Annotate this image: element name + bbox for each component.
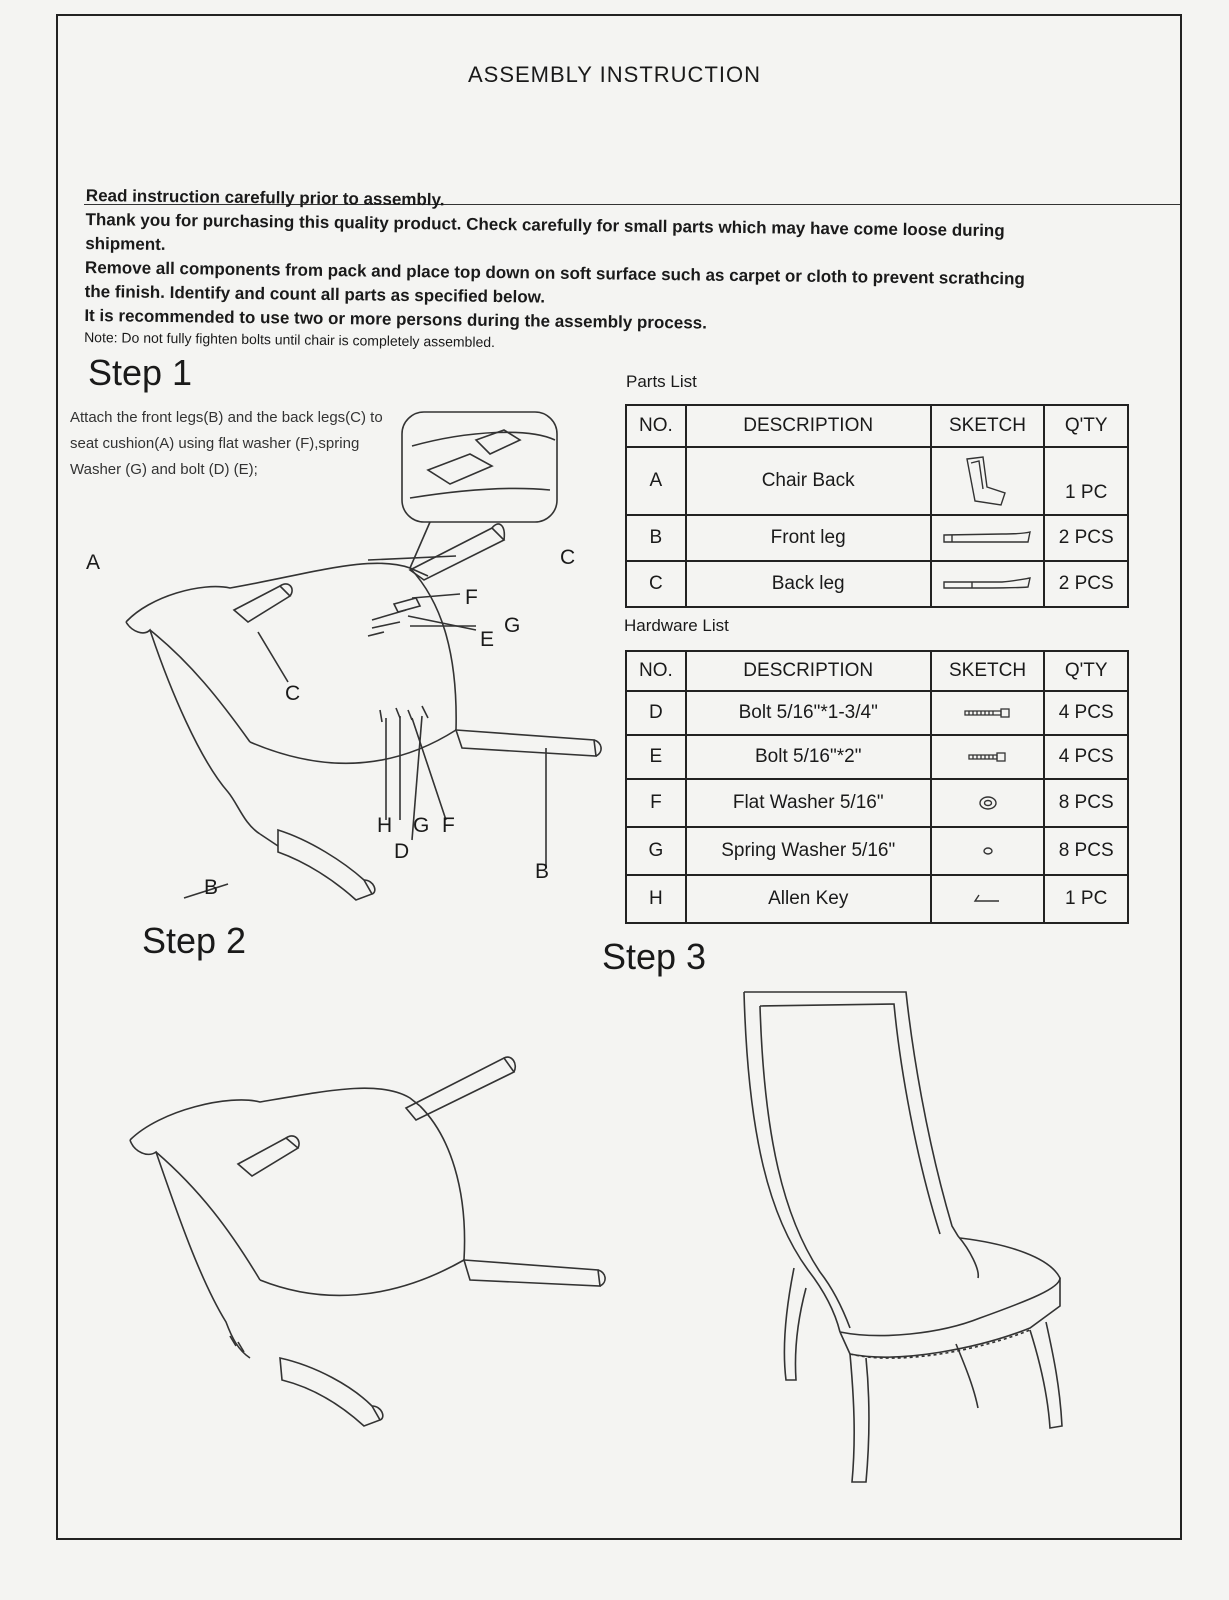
label-g-top: G (504, 614, 521, 637)
part-qty: 2 PCS (1044, 515, 1128, 561)
step1-exploded-diagram (110, 400, 620, 920)
intro-note: Note: Do not fully fighten bolts until chair is completely assembled. (84, 328, 496, 351)
step2-title: Step 2 (142, 920, 247, 961)
hardware-description: Allen Key (686, 875, 931, 923)
label-c-left: C (285, 682, 301, 705)
table-row (626, 779, 1128, 827)
part-no: C (626, 561, 686, 607)
flat-washer-icon (977, 794, 999, 812)
table-row (626, 875, 1128, 923)
intro-line-2: Thank you for purchasing this quality product. Check carefully for small parts which may have come loose during shipment. (85, 209, 1005, 254)
part-no: A (626, 447, 686, 515)
sketch-cell (931, 691, 1045, 735)
table-header-row (626, 651, 1128, 691)
label-d: D (394, 840, 410, 863)
hardware-no: F (626, 779, 686, 827)
hardware-no: G (626, 827, 686, 875)
step3-title: Step 3 (602, 936, 707, 977)
chair-back-icon (957, 453, 1017, 509)
label-f-bottom: F (442, 814, 455, 837)
table-row (626, 735, 1128, 779)
table-row (626, 561, 1128, 607)
hardware-list-caption: Hardware List (624, 616, 729, 635)
intro-line-3: Remove all components from pack and place top down on soft surface such as carpet or cloth to prevent scrathcing the finish. Identify and count all parts as specified below. (84, 257, 1025, 307)
table-row (626, 515, 1128, 561)
label-e: E (480, 628, 495, 651)
label-b-left: B (204, 876, 219, 899)
bolt-icon (967, 751, 1009, 763)
step1-title: Step 1 (88, 352, 193, 393)
hardware-qty: 8 PCS (1044, 827, 1128, 875)
table-row (626, 447, 1128, 515)
hardware-no: H (626, 875, 686, 923)
header-no: NO. (626, 651, 686, 691)
hardware-no: D (626, 691, 686, 735)
sketch-cell (931, 561, 1045, 607)
part-description: Front leg (686, 515, 931, 561)
table-row (626, 691, 1128, 735)
part-qty: 1 PC (1044, 447, 1128, 515)
header-no: NO. (626, 405, 686, 447)
intro-line-4: It is recommended to use two or more persons during the assembly process. (84, 305, 708, 333)
label-b-right: B (535, 860, 550, 883)
sketch-cell (931, 515, 1045, 561)
bolt-long-icon (963, 707, 1013, 719)
sketch-cell (931, 447, 1045, 515)
header-qty: Q'TY (1044, 405, 1128, 447)
step1-instructions: Attach the front legs(B) and the back legs(C) to seat cushion(A) using flat washer (F),spring Washer (G) and bolt (D) (E); (70, 409, 383, 478)
label-h: H (377, 814, 393, 837)
part-description: Chair Back (686, 447, 931, 515)
header-qty: Q'TY (1044, 651, 1128, 691)
parts-list-caption: Parts List (626, 372, 697, 391)
front-leg-icon (942, 530, 1032, 546)
intro-line-1: Read instruction carefully prior to assembly. (85, 185, 445, 210)
allen-key-icon (973, 893, 1003, 905)
hardware-description: Spring Washer 5/16" (686, 827, 931, 875)
header-description: DESCRIPTION (686, 405, 931, 447)
part-no: B (626, 515, 686, 561)
step3-assembled-chair (730, 988, 1090, 1488)
hardware-qty: 1 PC (1044, 875, 1128, 923)
intro-text (84, 184, 1046, 358)
hardware-description: Bolt 5/16"*2" (686, 735, 931, 779)
hardware-description: Flat Washer 5/16" (686, 779, 931, 827)
back-leg-icon (942, 576, 1032, 592)
parts-list-table (625, 404, 1129, 608)
label-a: A (86, 551, 101, 574)
spring-washer-icon (981, 845, 995, 857)
table-row (626, 827, 1128, 875)
step2-seat-diagram (120, 1040, 620, 1440)
hardware-qty: 4 PCS (1044, 691, 1128, 735)
header-description: DESCRIPTION (686, 651, 931, 691)
label-g-bottom: G (413, 814, 430, 837)
part-qty: 2 PCS (1044, 561, 1128, 607)
table-header-row (626, 405, 1128, 447)
header-sketch: SKETCH (931, 405, 1045, 447)
sketch-cell (931, 875, 1045, 923)
hardware-description: Bolt 5/16"*1-3/4" (686, 691, 931, 735)
hardware-list-table (625, 650, 1129, 924)
hardware-qty: 4 PCS (1044, 735, 1128, 779)
sketch-cell (931, 827, 1045, 875)
part-description: Back leg (686, 561, 931, 607)
label-f-top: F (465, 586, 478, 609)
sketch-cell (931, 735, 1045, 779)
hardware-qty: 8 PCS (1044, 779, 1128, 827)
hardware-no: E (626, 735, 686, 779)
label-c-top: C (560, 546, 576, 569)
header-sketch: SKETCH (931, 651, 1045, 691)
sketch-cell (931, 779, 1045, 827)
page-title: ASSEMBLY INSTRUCTION (467, 62, 761, 87)
